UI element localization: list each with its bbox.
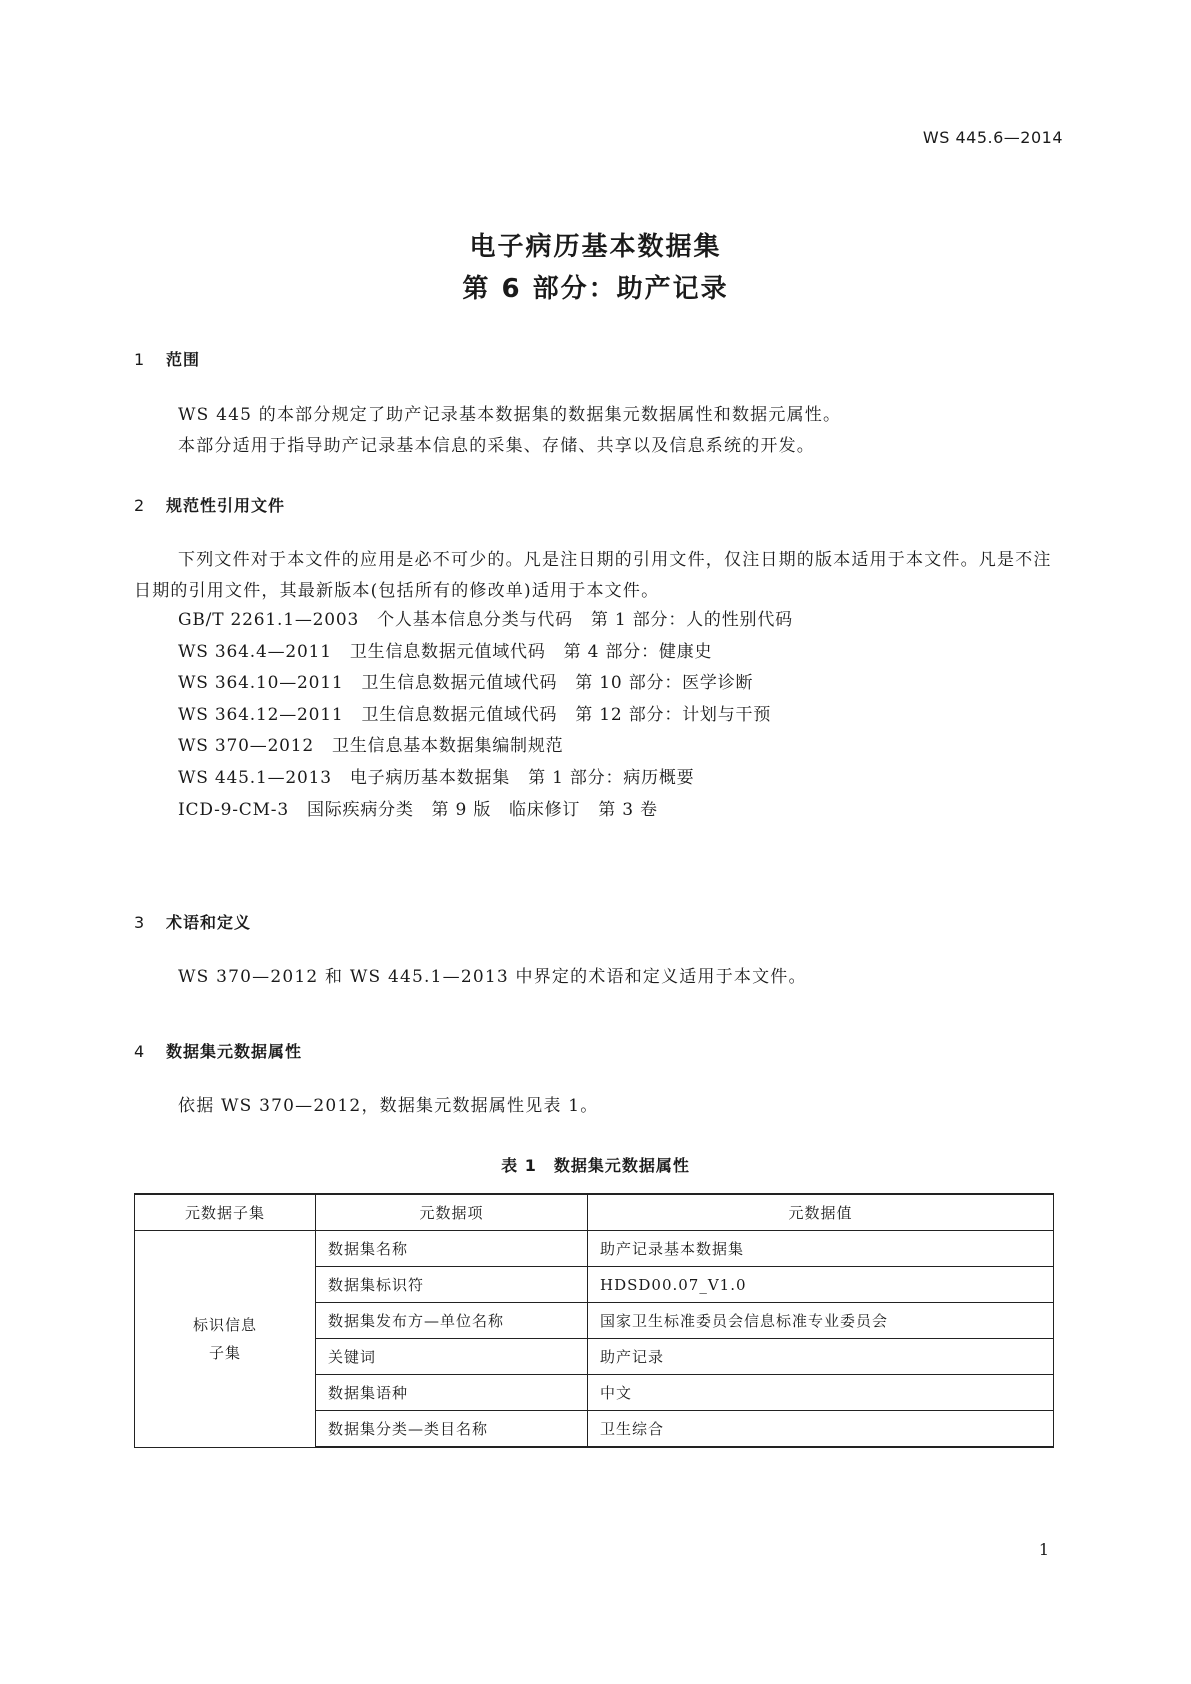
standard-code: WS 445.6—2014 bbox=[922, 128, 1063, 147]
metadata-item: 数据集发布方—单位名称 bbox=[316, 1303, 588, 1339]
reference-item bbox=[178, 700, 811, 732]
column-header: 元数据值 bbox=[588, 1194, 1054, 1231]
reference-title: 个人基本信息分类与代码 bbox=[377, 610, 573, 630]
section-title: 数据集元数据属性 bbox=[166, 1042, 303, 1061]
section-title: 术语和定义 bbox=[166, 913, 252, 932]
subset-group-cell bbox=[135, 1231, 316, 1448]
metadata-table bbox=[134, 1193, 1054, 1448]
page-number: 1 bbox=[1038, 1540, 1049, 1559]
reference-part: 第 3 卷 bbox=[598, 799, 658, 820]
section-2-heading bbox=[134, 493, 285, 516]
reference-part: 第 10 部分：医学诊断 bbox=[575, 673, 754, 694]
section-3-heading bbox=[134, 910, 251, 933]
reference-part: 第 12 部分：计划与干预 bbox=[575, 704, 772, 725]
paragraph: 下列文件对于本文件的应用是必不可少的。凡是注日期的引用文件，仅注日期的版本适用于本文件。凡是不注日期的引用文件，其最新版本(包括所有的修改单)适用于本文件。 bbox=[134, 550, 1052, 601]
metadata-item: 数据集语种 bbox=[316, 1375, 588, 1411]
reference-item bbox=[178, 605, 811, 637]
reference-part: 第 1 部分：病历概要 bbox=[528, 767, 695, 788]
metadata-value: HDSD00.07_V1.0 bbox=[588, 1267, 1054, 1303]
reference-code: WS 364.4—2011 bbox=[178, 641, 332, 662]
section-1-body bbox=[134, 400, 1054, 462]
paragraph: 依据 WS 370—2012，数据集元数据属性见表 1。 bbox=[178, 1096, 599, 1116]
section-number: 3 bbox=[134, 913, 146, 932]
section-title: 规范性引用文件 bbox=[166, 496, 286, 515]
metadata-value: 助产记录 bbox=[588, 1339, 1054, 1375]
metadata-item: 数据集名称 bbox=[316, 1231, 588, 1267]
reference-item bbox=[178, 731, 811, 763]
subset-label-line-2: 子集 bbox=[208, 1343, 241, 1362]
reference-code: WS 364.12—2011 bbox=[178, 704, 344, 725]
column-header: 元数据子集 bbox=[135, 1194, 316, 1231]
table-header-row bbox=[135, 1194, 1054, 1231]
reference-item bbox=[178, 668, 811, 700]
reference-code: WS 370—2012 bbox=[178, 736, 315, 757]
section-4-body bbox=[134, 1091, 1054, 1122]
table-caption: 表 1 数据集元数据属性 bbox=[501, 1156, 690, 1175]
section-title: 范围 bbox=[166, 350, 201, 369]
reference-code: ICD-9-CM-3 bbox=[178, 799, 289, 820]
reference-code: WS 364.10—2011 bbox=[178, 673, 344, 694]
section-number: 1 bbox=[134, 350, 146, 369]
reference-code: GB/T 2261.1—2003 bbox=[178, 610, 360, 630]
metadata-value: 中文 bbox=[588, 1375, 1054, 1411]
title-line-1: 电子病历基本数据集 bbox=[469, 232, 722, 262]
reference-item bbox=[178, 795, 811, 827]
reference-part: 第 4 部分：健康史 bbox=[563, 641, 713, 662]
column-header: 元数据项 bbox=[316, 1194, 588, 1231]
paragraph: WS 370—2012 和 WS 445.1—2013 中界定的术语和定义适用于本文件。 bbox=[178, 967, 807, 987]
reference-title: 卫生信息数据元值域代码 bbox=[361, 673, 558, 694]
reference-title: 电子病历基本数据集 bbox=[349, 767, 511, 788]
reference-code: WS 445.1—2013 bbox=[178, 767, 332, 788]
title-line-2: 第 6 部分：助产记录 bbox=[462, 274, 729, 304]
reference-item bbox=[178, 637, 811, 669]
paragraph: WS 445 的本部分规定了助产记录基本数据集的数据集元数据属性和数据元属性。 bbox=[178, 405, 842, 425]
metadata-value: 助产记录基本数据集 bbox=[588, 1231, 1054, 1267]
reference-list bbox=[178, 605, 811, 826]
document-title bbox=[0, 226, 1191, 310]
subset-label-line-1: 标识信息 bbox=[192, 1315, 257, 1334]
reference-title: 卫生信息数据元值域代码 bbox=[349, 641, 546, 662]
metadata-item: 数据集分类—类目名称 bbox=[316, 1411, 588, 1448]
reference-title: 国际疾病分类 第 9 版 临床修订 bbox=[306, 799, 581, 820]
metadata-item: 关键词 bbox=[316, 1339, 588, 1375]
section-4-heading bbox=[134, 1039, 302, 1062]
reference-title: 卫生信息数据元值域代码 bbox=[361, 704, 558, 725]
section-number: 4 bbox=[134, 1042, 146, 1061]
section-2-intro bbox=[134, 545, 1054, 607]
metadata-value: 国家卫生标准委员会信息标准专业委员会 bbox=[588, 1303, 1054, 1339]
reference-part: 第 1 部分：人的性别代码 bbox=[590, 610, 793, 630]
section-3-body bbox=[134, 962, 1054, 993]
metadata-value: 卫生综合 bbox=[588, 1411, 1054, 1448]
reference-item bbox=[178, 763, 811, 795]
metadata-item: 数据集标识符 bbox=[316, 1267, 588, 1303]
table-row bbox=[135, 1231, 1054, 1267]
paragraph: 本部分适用于指导助产记录基本信息的采集、存储、共享以及信息系统的开发。 bbox=[178, 436, 815, 456]
section-1-heading bbox=[134, 347, 200, 370]
reference-title: 卫生信息基本数据集编制规范 bbox=[332, 736, 564, 757]
section-number: 2 bbox=[134, 496, 146, 515]
